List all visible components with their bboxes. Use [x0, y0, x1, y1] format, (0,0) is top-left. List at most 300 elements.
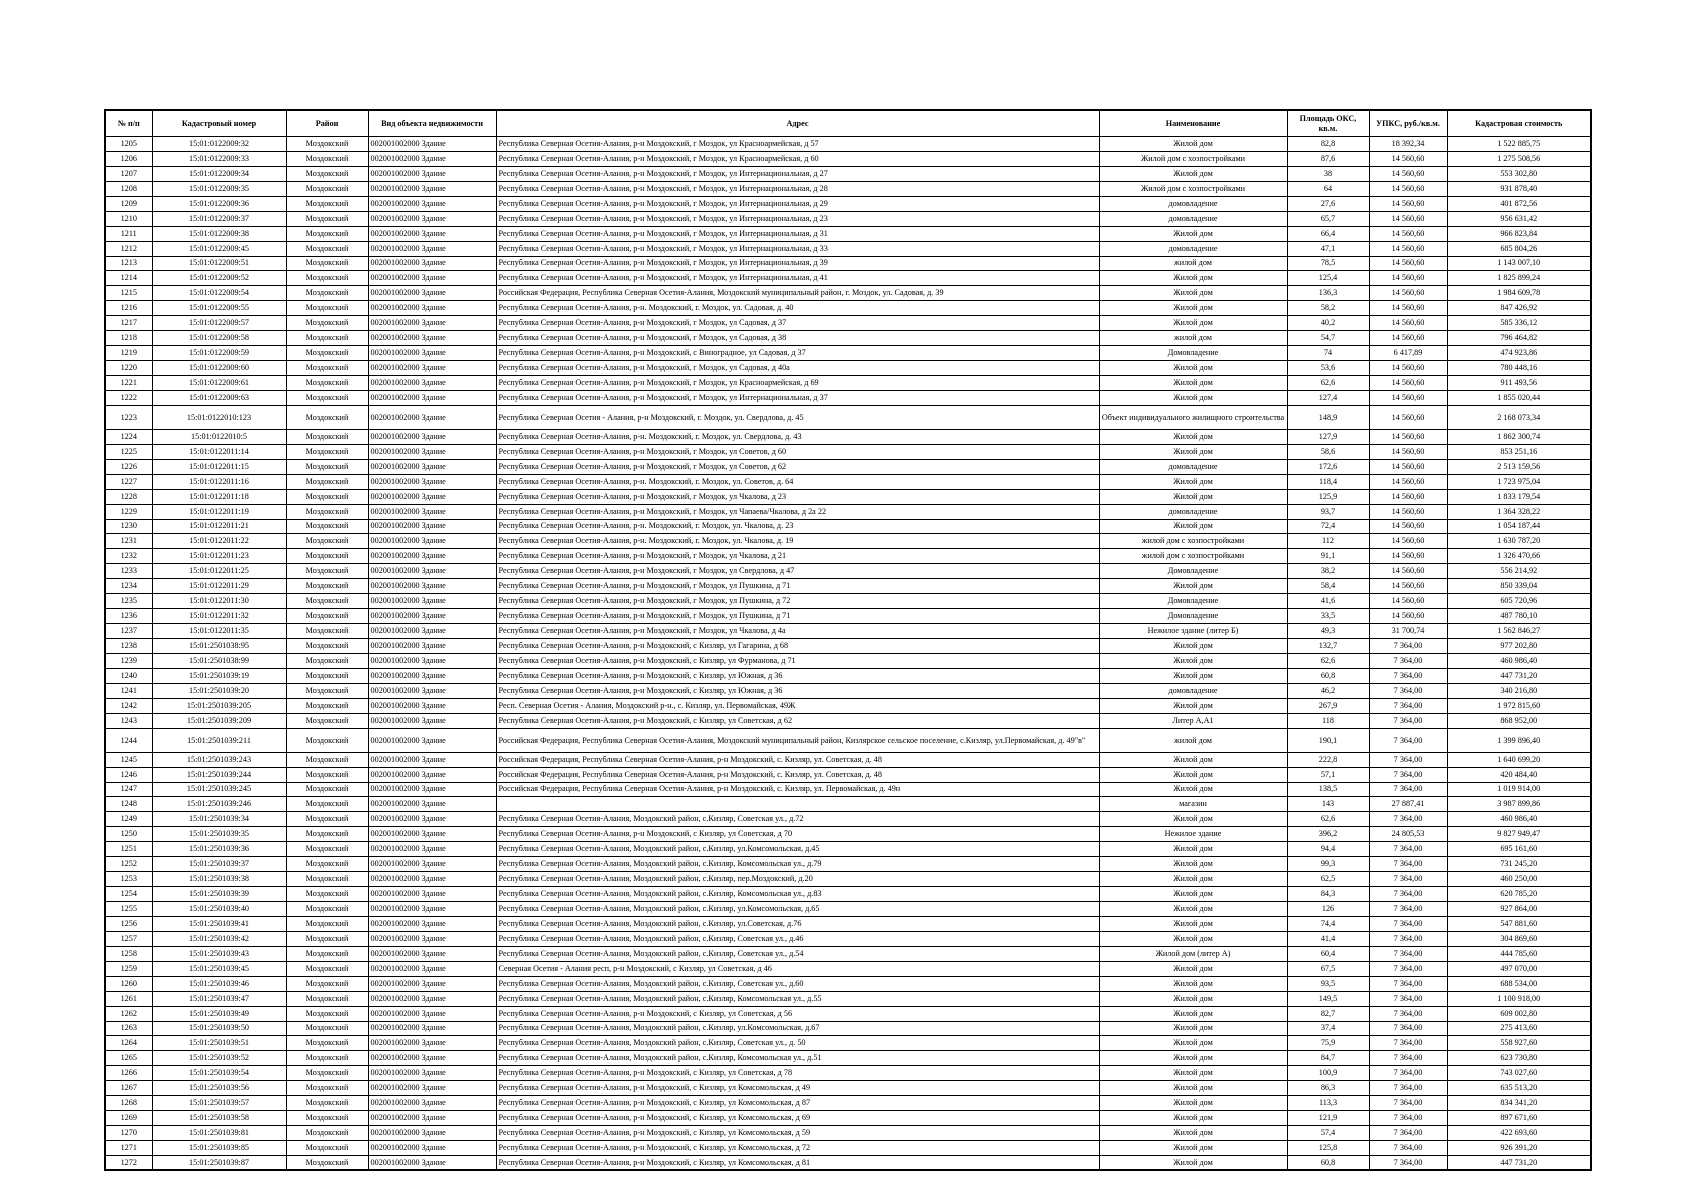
cell-name: Жилой дом [1099, 782, 1287, 797]
cell-object-type: 002001002000 Здание [368, 390, 496, 405]
table-row [105, 782, 1591, 797]
cell-area: 49,3 [1287, 624, 1369, 639]
cell-address: Республика Северная Осетия-Алания, р-н Моздокский, г Моздок, ул Интернациональная, д 29 [496, 196, 1099, 211]
cell-cadastral-value: 556 214,92 [1447, 564, 1591, 579]
cell-area: 190,1 [1287, 728, 1369, 752]
cell-row-number: 1264 [105, 1036, 152, 1051]
cell-specific-value: 14 560,60 [1369, 181, 1447, 196]
cell-cadastral-number: 15:01:2501039:46 [152, 976, 286, 991]
cell-object-type: 002001002000 Здание [368, 241, 496, 256]
cell-cadastral-number: 15:01:2501039:35 [152, 827, 286, 842]
cell-area: 58,4 [1287, 579, 1369, 594]
cell-object-type: 002001002000 Здание [368, 767, 496, 782]
cell-address: Республика Северная Осетия-Алания, Моздокский район, с.Кизляр, Советская ул., д.54 [496, 946, 1099, 961]
cell-name: Жилой дом [1099, 887, 1287, 902]
table-row [105, 256, 1591, 271]
cell-cadastral-number: 15:01:2501039:246 [152, 797, 286, 812]
cell-object-type: 002001002000 Здание [368, 181, 496, 196]
cell-cadastral-value: 1 143 007,10 [1447, 256, 1591, 271]
cell-cadastral-number: 15:01:0122011:23 [152, 549, 286, 564]
table-row [105, 653, 1591, 668]
cell-specific-value: 7 364,00 [1369, 976, 1447, 991]
cell-address: Республика Северная Осетия-Алания, р-н Моздокский, с Кизляр, ул Южная, д 36 [496, 683, 1099, 698]
cell-name: жилой дом с хозпостройками [1099, 534, 1287, 549]
cell-name: Домовладение [1099, 346, 1287, 361]
cell-area: 62,6 [1287, 376, 1369, 391]
cell-cadastral-number: 15:01:0122010:5 [152, 429, 286, 444]
cell-address: Республика Северная Осетия-Алания, р-н. Моздокский, г. Моздок, ул. Советов, д. 64 [496, 474, 1099, 489]
cell-cadastral-number: 15:01:2501039:34 [152, 812, 286, 827]
cell-address: Республика Северная Осетия-Алания, р-н Моздокский, с Кизляр, ул Гагарина, д 68 [496, 639, 1099, 654]
cell-name: Жилой дом [1099, 902, 1287, 917]
cell-row-number: 1211 [105, 226, 152, 241]
cell-specific-value: 14 560,60 [1369, 301, 1447, 316]
cell-object-type: 002001002000 Здание [368, 752, 496, 767]
cell-cadastral-number: 15:01:0122011:15 [152, 459, 286, 474]
cell-area: 126 [1287, 902, 1369, 917]
cell-row-number: 1234 [105, 579, 152, 594]
cell-cadastral-number: 15:01:2501039:49 [152, 1006, 286, 1021]
cell-district: Моздокский [286, 842, 368, 857]
table-row [105, 316, 1591, 331]
cell-object-type: 002001002000 Здание [368, 713, 496, 728]
table-row [105, 301, 1591, 316]
table-row [105, 1066, 1591, 1081]
cell-object-type: 002001002000 Здание [368, 812, 496, 827]
cell-row-number: 1263 [105, 1021, 152, 1036]
cell-area: 58,6 [1287, 444, 1369, 459]
cell-area: 38 [1287, 166, 1369, 181]
cell-address: Республика Северная Осетия-Алания, Моздокский район, с.Кизляр, ул.Советская, д.76 [496, 916, 1099, 931]
cell-row-number: 1214 [105, 271, 152, 286]
table-row [105, 534, 1591, 549]
cell-district: Моздокский [286, 301, 368, 316]
cell-district: Моздокский [286, 549, 368, 564]
cell-object-type: 002001002000 Здание [368, 346, 496, 361]
cell-name: Жилой дом [1099, 698, 1287, 713]
table-row [105, 946, 1591, 961]
cell-cadastral-value: 585 336,12 [1447, 316, 1591, 331]
cell-cadastral-number: 15:01:2501039:42 [152, 931, 286, 946]
cell-specific-value: 7 364,00 [1369, 961, 1447, 976]
cell-row-number: 1251 [105, 842, 152, 857]
cell-cadastral-number: 15:01:2501039:20 [152, 683, 286, 698]
cell-name: Жилой дом [1099, 376, 1287, 391]
cell-name: домовладение [1099, 683, 1287, 698]
cell-object-type: 002001002000 Здание [368, 842, 496, 857]
cell-specific-value: 14 560,60 [1369, 331, 1447, 346]
cell-area: 127,9 [1287, 429, 1369, 444]
table-body [105, 137, 1591, 1171]
cell-district: Моздокский [286, 752, 368, 767]
table-header [105, 110, 1591, 137]
cell-row-number: 1222 [105, 390, 152, 405]
cell-row-number: 1248 [105, 797, 152, 812]
cell-district: Моздокский [286, 1021, 368, 1036]
cell-name: Жилой дом [1099, 991, 1287, 1006]
table-row [105, 991, 1591, 1006]
cell-cadastral-number: 15:01:0122011:32 [152, 609, 286, 624]
cell-specific-value: 14 560,60 [1369, 376, 1447, 391]
cell-row-number: 1206 [105, 151, 152, 166]
cell-row-number: 1218 [105, 331, 152, 346]
cell-cadastral-value: 547 881,60 [1447, 916, 1591, 931]
cell-district: Моздокский [286, 976, 368, 991]
cell-district: Моздокский [286, 211, 368, 226]
cell-area: 47,1 [1287, 241, 1369, 256]
cell-area: 54,7 [1287, 331, 1369, 346]
cell-object-type: 002001002000 Здание [368, 916, 496, 931]
cadastral-value-table [104, 109, 1592, 1171]
cell-name: Жилой дом [1099, 1051, 1287, 1066]
cell-row-number: 1212 [105, 241, 152, 256]
cell-cadastral-value: 956 631,42 [1447, 211, 1591, 226]
cell-cadastral-number: 15:01:2501039:36 [152, 842, 286, 857]
cell-specific-value: 7 364,00 [1369, 857, 1447, 872]
cell-row-number: 1219 [105, 346, 152, 361]
cell-address: Республика Северная Осетия-Алания, р-н Моздокский, г Моздок, ул Свердлова, д 47 [496, 564, 1099, 579]
cell-area: 84,3 [1287, 887, 1369, 902]
cell-address: Республика Северная Осетия-Алания, р-н Моздокский, с Кизляр, ул Советская, д 70 [496, 827, 1099, 842]
cell-area: 136,3 [1287, 286, 1369, 301]
header-address: Адрес [496, 110, 1099, 137]
cell-district: Моздокский [286, 564, 368, 579]
cell-name: домовладение [1099, 211, 1287, 226]
cell-name: домовладение [1099, 504, 1287, 519]
cell-cadastral-number: 15:01:0122009:51 [152, 256, 286, 271]
cell-cadastral-number: 15:01:0122011:30 [152, 594, 286, 609]
cell-name: жилой дом [1099, 256, 1287, 271]
cell-object-type: 002001002000 Здание [368, 624, 496, 639]
cell-row-number: 1223 [105, 405, 152, 429]
cell-specific-value: 14 560,60 [1369, 609, 1447, 624]
cell-cadastral-number: 15:01:2501039:244 [152, 767, 286, 782]
cell-district: Моздокский [286, 181, 368, 196]
cell-cadastral-value: 1 364 328,22 [1447, 504, 1591, 519]
cell-district: Моздокский [286, 474, 368, 489]
cell-cadastral-value: 1 972 815,60 [1447, 698, 1591, 713]
cell-cadastral-number: 15:01:2501039:87 [152, 1155, 286, 1170]
cell-district: Моздокский [286, 767, 368, 782]
cell-district: Моздокский [286, 137, 368, 152]
cell-cadastral-value: 3 987 899,86 [1447, 797, 1591, 812]
cell-cadastral-number: 15:01:2501039:85 [152, 1141, 286, 1156]
cell-cadastral-number: 15:01:2501039:39 [152, 887, 286, 902]
cell-name: Жилой дом [1099, 1081, 1287, 1096]
cell-row-number: 1230 [105, 519, 152, 534]
cell-object-type: 002001002000 Здание [368, 887, 496, 902]
cell-cadastral-value: 731 245,20 [1447, 857, 1591, 872]
cadastral-value-table-sheet [104, 109, 1590, 1171]
cell-area: 125,4 [1287, 271, 1369, 286]
table-row [105, 519, 1591, 534]
cell-row-number: 1271 [105, 1141, 152, 1156]
cell-name: Жилой дом [1099, 653, 1287, 668]
cell-object-type: 002001002000 Здание [368, 519, 496, 534]
cell-specific-value: 14 560,60 [1369, 474, 1447, 489]
cell-area: 65,7 [1287, 211, 1369, 226]
cell-address: Республика Северная Осетия-Алания, р-н Моздокский, г Моздок, ул Чкалова, д 4а [496, 624, 1099, 639]
cell-object-type: 002001002000 Здание [368, 166, 496, 181]
cell-cadastral-value: 868 952,00 [1447, 713, 1591, 728]
cell-specific-value: 7 364,00 [1369, 1141, 1447, 1156]
cell-address: Республика Северная Осетия-Алания, р-н Моздокский, г Моздок, ул Чкалова, д 23 [496, 489, 1099, 504]
cell-cadastral-value: 1 630 787,20 [1447, 534, 1591, 549]
header-cadastral-value: Кадастровая стоимость [1447, 110, 1591, 137]
cell-area: 67,5 [1287, 961, 1369, 976]
cell-cadastral-value: 927 864,00 [1447, 902, 1591, 917]
cell-cadastral-number: 15:01:2501039:38 [152, 872, 286, 887]
table-row [105, 767, 1591, 782]
table-row [105, 137, 1591, 152]
cell-district: Моздокский [286, 782, 368, 797]
cell-area: 60,4 [1287, 946, 1369, 961]
cell-specific-value: 7 364,00 [1369, 872, 1447, 887]
cell-name: Жилой дом [1099, 1006, 1287, 1021]
cell-cadastral-value: 420 484,40 [1447, 767, 1591, 782]
cell-cadastral-value: 695 161,60 [1447, 842, 1591, 857]
cell-object-type: 002001002000 Здание [368, 902, 496, 917]
cell-address: Республика Северная Осетия-Алания, Моздокский район, с.Кизляр, Комсомольская ул., д.79 [496, 857, 1099, 872]
cell-cadastral-number: 15:01:0122011:19 [152, 504, 286, 519]
cell-row-number: 1243 [105, 713, 152, 728]
cell-name: Жилой дом с хозпостройками [1099, 151, 1287, 166]
cell-district: Моздокский [286, 698, 368, 713]
cell-name: Жилой дом [1099, 842, 1287, 857]
cell-object-type: 002001002000 Здание [368, 196, 496, 211]
cell-cadastral-value: 1 275 508,56 [1447, 151, 1591, 166]
cell-object-type: 002001002000 Здание [368, 639, 496, 654]
cell-specific-value: 14 560,60 [1369, 519, 1447, 534]
cell-name: Жилой дом [1099, 872, 1287, 887]
cell-name: Жилой дом [1099, 812, 1287, 827]
cell-name: Жилой дом [1099, 767, 1287, 782]
cell-cadastral-number: 15:01:2501039:51 [152, 1036, 286, 1051]
cell-cadastral-value: 635 513,20 [1447, 1081, 1591, 1096]
cell-name: Жилой дом [1099, 916, 1287, 931]
cell-name: домовладение [1099, 241, 1287, 256]
cell-district: Моздокский [286, 812, 368, 827]
table-row [105, 1111, 1591, 1126]
cell-row-number: 1252 [105, 857, 152, 872]
cell-specific-value: 7 364,00 [1369, 668, 1447, 683]
table-row [105, 429, 1591, 444]
table-row [105, 902, 1591, 917]
table-row [105, 459, 1591, 474]
table-row [105, 271, 1591, 286]
cell-object-type: 002001002000 Здание [368, 301, 496, 316]
cell-row-number: 1260 [105, 976, 152, 991]
cell-name: Домовладение [1099, 564, 1287, 579]
cell-cadastral-value: 931 878,40 [1447, 181, 1591, 196]
cell-row-number: 1237 [105, 624, 152, 639]
cell-object-type: 002001002000 Здание [368, 1081, 496, 1096]
cell-name: Жилой дом [1099, 1111, 1287, 1126]
cell-district: Моздокский [286, 961, 368, 976]
cell-object-type: 002001002000 Здание [368, 827, 496, 842]
cell-cadastral-value: 609 002,80 [1447, 1006, 1591, 1021]
cell-specific-value: 14 560,60 [1369, 196, 1447, 211]
cell-address: Республика Северная Осетия-Алания, р-н Моздокский, с Кизляр, ул Южная, д 36 [496, 668, 1099, 683]
cell-object-type: 002001002000 Здание [368, 609, 496, 624]
cell-address: Республика Северная Осетия-Алания, р-н Моздокский, г Моздок, ул Интернациональная, д 33 [496, 241, 1099, 256]
cell-cadastral-value: 340 216,80 [1447, 683, 1591, 698]
cell-district: Моздокский [286, 728, 368, 752]
cell-address: Республика Северная Осетия-Алания, р-н. Моздокский, г. Моздок, ул. Свердлова, д. 43 [496, 429, 1099, 444]
table-row [105, 713, 1591, 728]
cell-district: Моздокский [286, 1051, 368, 1066]
cell-name: Жилой дом [1099, 429, 1287, 444]
table-row [105, 639, 1591, 654]
table-row [105, 752, 1591, 767]
cell-address: Республика Северная Осетия-Алания, р-н Моздокский, г Моздок, ул Пушкина, д 71 [496, 609, 1099, 624]
cell-area: 112 [1287, 534, 1369, 549]
table-row [105, 797, 1591, 812]
cell-object-type: 002001002000 Здание [368, 683, 496, 698]
cell-cadastral-number: 15:01:2501039:47 [152, 991, 286, 1006]
table-row [105, 489, 1591, 504]
cell-specific-value: 7 364,00 [1369, 991, 1447, 1006]
cell-cadastral-number: 15:01:2501039:45 [152, 961, 286, 976]
cell-area: 37,4 [1287, 1021, 1369, 1036]
cell-row-number: 1207 [105, 166, 152, 181]
cell-object-type: 002001002000 Здание [368, 1006, 496, 1021]
cell-specific-value: 31 700,74 [1369, 624, 1447, 639]
cell-row-number: 1258 [105, 946, 152, 961]
cell-cadastral-number: 15:01:0122009:33 [152, 151, 286, 166]
cell-cadastral-number: 15:01:0122011:22 [152, 534, 286, 549]
cell-specific-value: 14 560,60 [1369, 534, 1447, 549]
cell-cadastral-value: 1 833 179,54 [1447, 489, 1591, 504]
cell-district: Моздокский [286, 797, 368, 812]
cell-address: Респ. Северная Осетия - Алания, Моздокский р-н., с. Кизляр, ул. Первомайская, 49Ж [496, 698, 1099, 713]
cell-address: Российская Федерация, Республика Северная Осетия-Алания, Моздокский муниципальный район, Кизлярское сельское поселение, с.Кизляр, ул.Первомайская, д. 49"в" [496, 728, 1099, 752]
cell-district: Моздокский [286, 887, 368, 902]
cell-row-number: 1256 [105, 916, 152, 931]
cell-address: Республика Северная Осетия-Алания, Моздокский район, с.Кизляр, Комсомольская ул., д.83 [496, 887, 1099, 902]
cell-area: 62,5 [1287, 872, 1369, 887]
cell-district: Моздокский [286, 286, 368, 301]
cell-area: 93,7 [1287, 504, 1369, 519]
cell-area: 138,5 [1287, 782, 1369, 797]
cell-specific-value: 7 364,00 [1369, 1036, 1447, 1051]
cell-row-number: 1236 [105, 609, 152, 624]
cell-object-type: 002001002000 Здание [368, 698, 496, 713]
cell-district: Моздокский [286, 1006, 368, 1021]
cell-address: Северная Осетия - Алания респ, р-н Моздокский, с Кизляр, ул Советская, д 46 [496, 961, 1099, 976]
cell-object-type: 002001002000 Здание [368, 474, 496, 489]
cell-cadastral-number: 15:01:2501039:52 [152, 1051, 286, 1066]
cell-specific-value: 6 417,89 [1369, 346, 1447, 361]
cell-specific-value: 7 364,00 [1369, 639, 1447, 654]
header-area: Площадь ОКС, кв.м. [1287, 110, 1369, 137]
cell-address: Республика Северная Осетия - Алания, р-н Моздокский, г. Моздок, ул. Свердлова, д. 45 [496, 405, 1099, 429]
cell-name: Жилой дом [1099, 361, 1287, 376]
cell-address: Республика Северная Осетия-Алания, р-н Моздокский, г Моздок, ул Интернациональная, д 31 [496, 226, 1099, 241]
cell-area: 74,4 [1287, 916, 1369, 931]
cell-cadastral-number: 15:01:0122011:16 [152, 474, 286, 489]
cell-object-type: 002001002000 Здание [368, 857, 496, 872]
table-row [105, 564, 1591, 579]
cell-cadastral-number: 15:01:2501039:40 [152, 902, 286, 917]
cell-cadastral-value: 834 341,20 [1447, 1096, 1591, 1111]
cell-specific-value: 7 364,00 [1369, 887, 1447, 902]
cell-district: Моздокский [286, 668, 368, 683]
table-row [105, 812, 1591, 827]
header-cadastral-number: Кадастровый номер [152, 110, 286, 137]
cell-row-number: 1231 [105, 534, 152, 549]
cell-name: Жилой дом [1099, 301, 1287, 316]
cell-address: Республика Северная Осетия-Алания, р-н Моздокский, с Кизляр, ул Советская, д 62 [496, 713, 1099, 728]
table-row [105, 211, 1591, 226]
table-row [105, 346, 1591, 361]
cell-cadastral-number: 15:01:0122010:123 [152, 405, 286, 429]
table-row [105, 931, 1591, 946]
cell-cadastral-number: 15:01:0122011:21 [152, 519, 286, 534]
cell-object-type: 002001002000 Здание [368, 579, 496, 594]
table-row [105, 405, 1591, 429]
cell-cadastral-value: 1 326 470,66 [1447, 549, 1591, 564]
table-row [105, 916, 1591, 931]
cell-name: Жилой дом [1099, 1021, 1287, 1036]
cell-name: Жилой дом [1099, 286, 1287, 301]
cell-district: Моздокский [286, 504, 368, 519]
cell-area: 113,3 [1287, 1096, 1369, 1111]
cell-address: Российская Федерация, Республика Северная Осетия-Алания, р-н Моздокский, с. Кизляр, ул. Советская, д. 48 [496, 767, 1099, 782]
cell-area: 33,5 [1287, 609, 1369, 624]
cell-specific-value: 7 364,00 [1369, 931, 1447, 946]
cell-cadastral-value: 9 827 949,47 [1447, 827, 1591, 842]
cell-address: Республика Северная Осетия-Алания, Моздокский район, с.Кизляр, Комсомольская ул., д.51 [496, 1051, 1099, 1066]
cell-district: Моздокский [286, 241, 368, 256]
cell-name: Жилой дом [1099, 1155, 1287, 1170]
cell-specific-value: 7 364,00 [1369, 1066, 1447, 1081]
cell-row-number: 1228 [105, 489, 152, 504]
cell-area: 396,2 [1287, 827, 1369, 842]
cell-cadastral-value: 1 640 699,20 [1447, 752, 1591, 767]
cell-name: Жилой дом [1099, 1126, 1287, 1141]
cell-area: 74 [1287, 346, 1369, 361]
cell-cadastral-number: 15:01:2501039:50 [152, 1021, 286, 1036]
cell-specific-value: 7 364,00 [1369, 683, 1447, 698]
cell-object-type: 002001002000 Здание [368, 1096, 496, 1111]
cell-name: жилой дом с хозпостройками [1099, 549, 1287, 564]
cell-name: Жилой дом [1099, 444, 1287, 459]
cell-name: жилой дом [1099, 728, 1287, 752]
cell-district: Моздокский [286, 579, 368, 594]
cell-specific-value: 7 364,00 [1369, 902, 1447, 917]
cell-specific-value: 7 364,00 [1369, 946, 1447, 961]
cell-object-type: 002001002000 Здание [368, 151, 496, 166]
cell-cadastral-value: 487 780,10 [1447, 609, 1591, 624]
cell-address: Российская Федерация, Республика Северная Осетия-Алания, р-н Моздокский, с. Кизляр, ул. Советская, д. 48 [496, 752, 1099, 767]
cell-row-number: 1250 [105, 827, 152, 842]
cell-district: Моздокский [286, 1096, 368, 1111]
table-row [105, 361, 1591, 376]
cell-row-number: 1240 [105, 668, 152, 683]
cell-row-number: 1255 [105, 902, 152, 917]
cell-cadastral-value: 926 391,20 [1447, 1141, 1591, 1156]
cell-row-number: 1269 [105, 1111, 152, 1126]
cell-cadastral-number: 15:01:0122009:58 [152, 331, 286, 346]
table-row [105, 444, 1591, 459]
cell-area: 40,2 [1287, 316, 1369, 331]
cell-specific-value: 14 560,60 [1369, 361, 1447, 376]
cell-cadastral-value: 977 202,80 [1447, 639, 1591, 654]
cell-district: Моздокский [286, 857, 368, 872]
cell-cadastral-value: 444 785,60 [1447, 946, 1591, 961]
cell-district: Моздокский [286, 271, 368, 286]
